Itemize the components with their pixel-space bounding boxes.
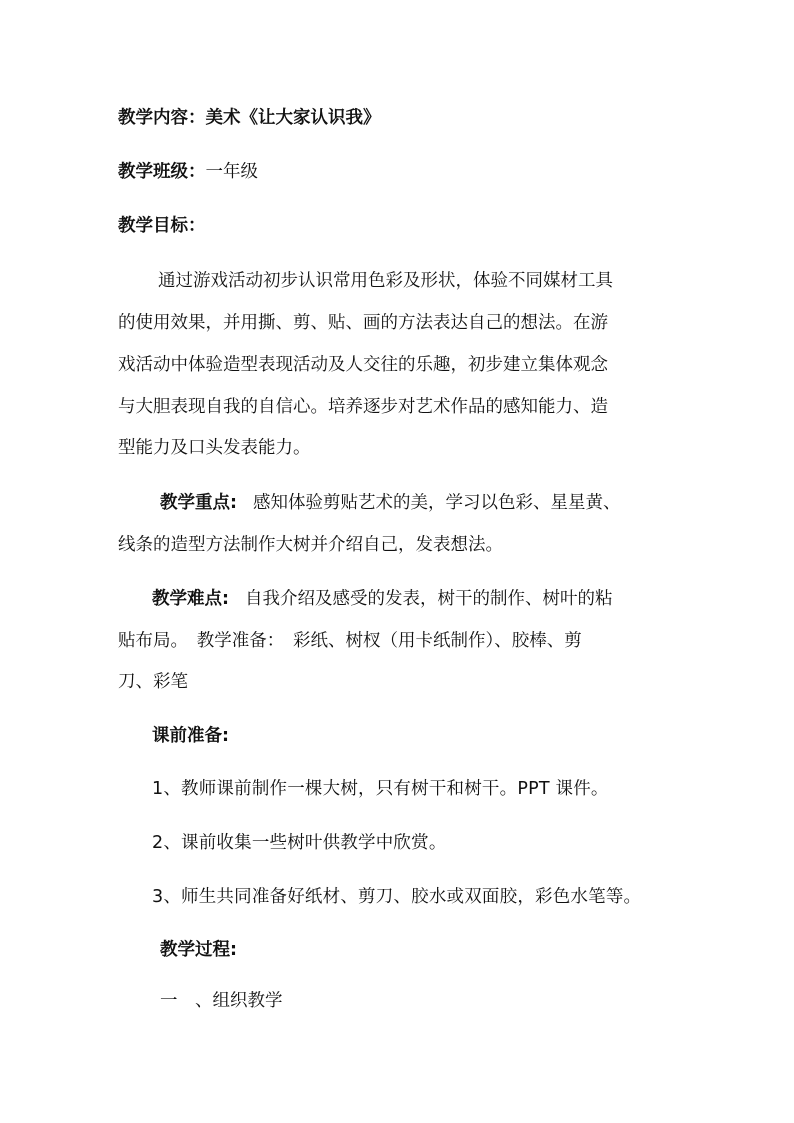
goal-line: 与大胆表现自我的自信心。培养逐步对艺术作品的感知能力、造	[118, 397, 608, 417]
key-point-text: 感知体验剪贴艺术的美，学习以色彩、星星黄、	[253, 493, 621, 513]
difficulty-label: 教学难点:	[152, 589, 229, 609]
goal-heading: 教学目标：	[118, 216, 206, 236]
prep-item: 1、教师课前制作一棵大树，只有树干和树干。PPT 课件。	[152, 779, 609, 799]
class-line	[118, 160, 258, 184]
content-value: 美术《让大家认识我》	[205, 108, 381, 128]
class-value: 一年级	[205, 162, 258, 182]
difficulty-line	[152, 587, 613, 611]
process-heading: 教学过程:	[160, 940, 237, 960]
prep-item: 2、课前收集一些树叶供教学中欣赏。	[152, 833, 447, 853]
class-label: 教学班级：	[118, 162, 206, 182]
goal-line: 戏活动中体验造型表现活动及人交往的乐趣，初步建立集体观念	[118, 355, 608, 375]
key-point-line-2: 线条的造型方法制作大树并介绍自己，发表想法。	[118, 535, 503, 555]
process-step: 一 、组织教学	[160, 991, 283, 1011]
key-point-line	[160, 491, 621, 515]
difficulty-line-2: 贴布局。 教学准备： 彩纸、树杈（用卡纸制作）、胶棒、剪	[118, 631, 582, 651]
prep-heading: 课前准备:	[152, 726, 229, 746]
content-line	[118, 106, 381, 130]
difficulty-text: 自我介绍及感受的发表，树干的制作、树叶的粘	[245, 589, 613, 609]
goal-line: 的使用效果，并用撕、剪、贴、画的方法表达自己的想法。在游	[118, 313, 608, 333]
goal-line: 通过游戏活动初步认识常用色彩及形状，体验不同媒材工具	[158, 271, 613, 291]
prep-item: 3、师生共同准备好纸材、剪刀、胶水或双面胶，彩色水笔等。	[152, 887, 642, 907]
key-point-label: 教学重点:	[160, 493, 237, 513]
content-label: 教学内容：	[118, 108, 206, 128]
goal-line: 型能力及口头发表能力。	[118, 438, 311, 458]
difficulty-line-3: 刀、彩笔	[118, 672, 188, 692]
